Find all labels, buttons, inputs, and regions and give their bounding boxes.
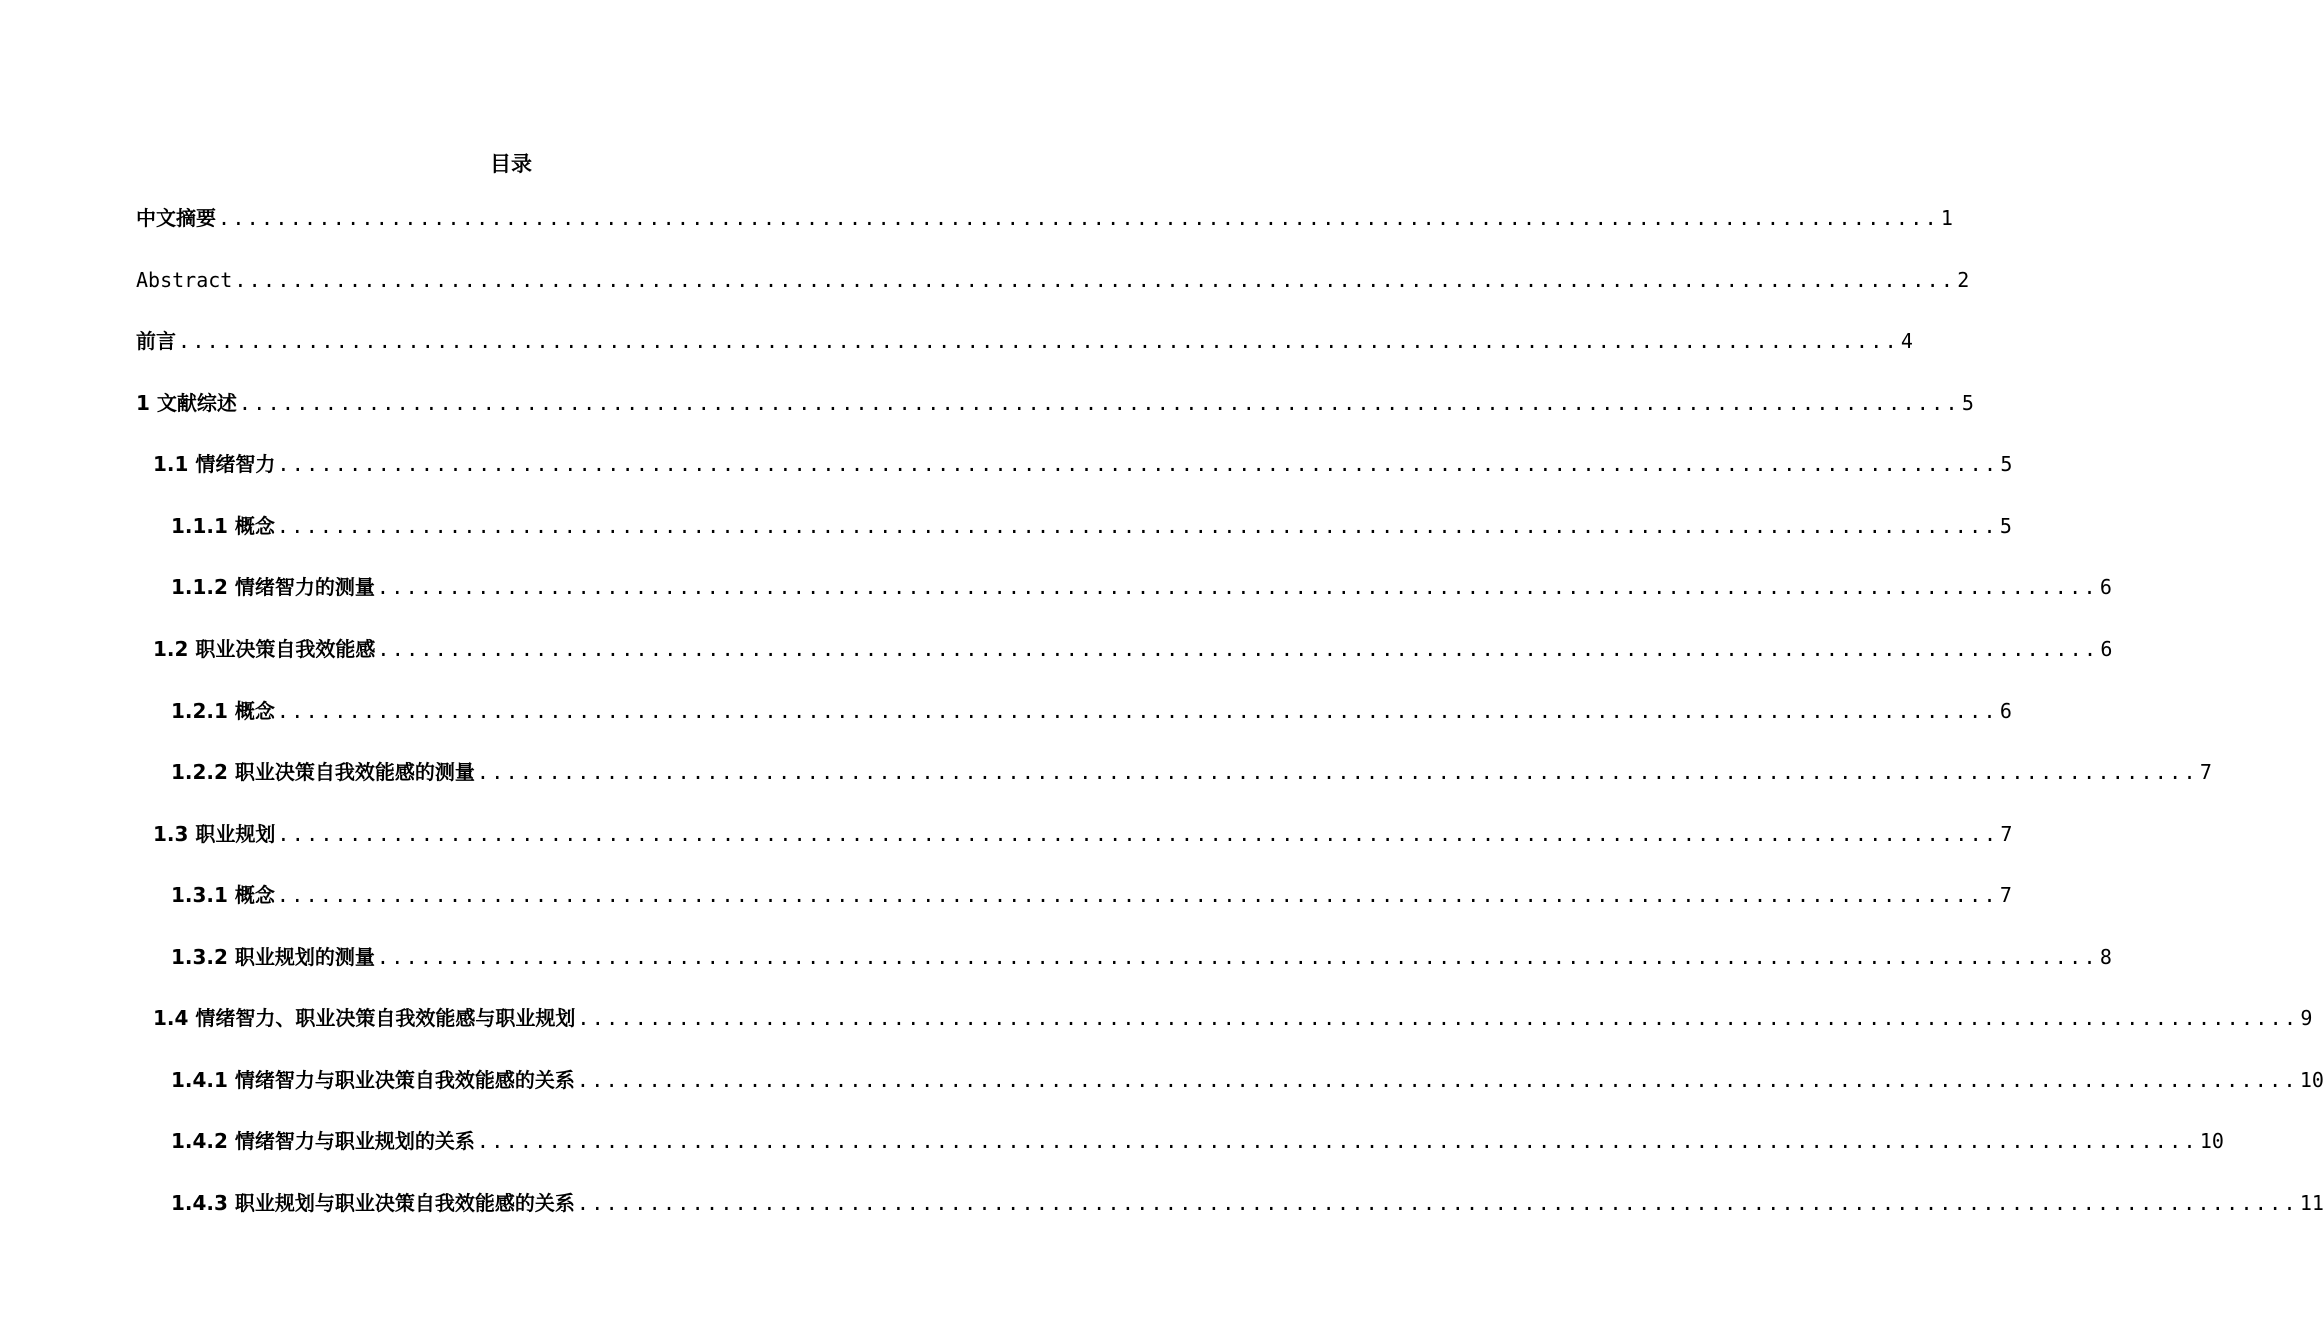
toc-entry[interactable] [153, 634, 2113, 664]
toc-entry[interactable] [171, 1188, 2324, 1218]
toc-entry-label: 前言 [136, 329, 176, 353]
toc-entry-label: 1.2.2 职业决策自我效能感的测量 [171, 760, 475, 784]
toc-leader-dots: ........................................................................................................................ [476, 760, 2198, 784]
toc-title: 目录 [490, 152, 532, 176]
toc-entry-label: 1.3 职业规划 [153, 822, 276, 846]
toc-entry[interactable] [136, 265, 1970, 295]
toc-entry-label: 1.1.2 情绪智力的测量 [171, 575, 375, 599]
toc-leader-dots: ........................................................................................................................ [576, 1068, 2298, 1092]
toc-entry-page: 7 [2000, 822, 2013, 846]
toc-entry[interactable] [136, 388, 1974, 418]
toc-entry[interactable] [153, 819, 2013, 849]
toc-entry-page: 5 [1961, 391, 1974, 415]
toc-entry-page: 7 [1999, 883, 2012, 907]
toc-entry[interactable] [171, 757, 2212, 787]
toc-entry-label: 1.2.1 概念 [171, 699, 275, 723]
toc-entry-page: 8 [2099, 945, 2112, 969]
toc-entry-label: 1.3.2 职业规划的测量 [171, 945, 375, 969]
toc-leader-dots: ........................................................................................................................ [476, 1129, 2198, 1153]
toc-leader-dots: ........................................................................................................................ [377, 637, 2099, 661]
toc-leader-dots: ........................................................................................................................ [277, 822, 1999, 846]
toc-leader-dots: ........................................................................................................................ [277, 452, 1999, 476]
toc-leader-dots: ........................................................................................................................ [577, 1006, 2299, 1030]
toc-leader-dots: ........................................................................................................................ [218, 206, 1939, 230]
toc-entry-label: 1.2 职业决策自我效能感 [153, 637, 376, 661]
toc-entry-label: Abstract [136, 268, 233, 292]
toc-entry-page: 5 [2000, 452, 2013, 476]
toc-entry[interactable] [171, 942, 2112, 972]
toc-entry-page: 5 [1999, 514, 2012, 538]
toc-entry-label: 1 文献综述 [136, 391, 237, 415]
toc-entry-label: 1.1 情绪智力 [153, 452, 276, 476]
toc-entry[interactable] [153, 449, 2013, 479]
toc-entry-page: 6 [2099, 575, 2112, 599]
toc-entry-label: 1.4.1 情绪智力与职业决策自我效能感的关系 [171, 1068, 575, 1092]
toc-entry-page: 4 [1900, 329, 1913, 353]
toc-entry-page: 11 [2299, 1191, 2324, 1215]
toc-entry-label: 1.1.1 概念 [171, 514, 275, 538]
toc-entry-page: 10 [2199, 1129, 2224, 1153]
toc-leader-dots: ........................................................................................................................ [576, 1191, 2298, 1215]
toc-leader-dots: ........................................................................................................................ [238, 391, 1960, 415]
toc-leader-dots: ........................................................................................................................ [376, 575, 2098, 599]
toc-entry-label: 1.4.3 职业规划与职业决策自我效能感的关系 [171, 1191, 575, 1215]
toc-leader-dots: ........................................................................................................................ [276, 883, 1998, 907]
toc-entry[interactable] [171, 572, 2112, 602]
toc-entry[interactable] [171, 1126, 2224, 1156]
toc-entry-label: 1.3.1 概念 [171, 883, 275, 907]
toc-entry-page: 6 [1999, 699, 2012, 723]
toc-entry-label: 1.4 情绪智力、职业决策自我效能感与职业规划 [153, 1006, 576, 1030]
toc-entry-label: 1.4.2 情绪智力与职业规划的关系 [171, 1129, 475, 1153]
toc-leader-dots: ........................................................................................................................ [376, 945, 2098, 969]
toc-entry-page: 6 [2100, 637, 2113, 661]
toc-entry[interactable] [171, 1065, 2324, 1095]
toc-entry[interactable] [136, 326, 1913, 356]
toc-leader-dots: ........................................................................................................................ [276, 699, 1998, 723]
toc-entry-page: 9 [2300, 1006, 2313, 1030]
toc-entry[interactable] [171, 880, 2012, 910]
toc-entry-page: 1 [1940, 206, 1953, 230]
toc-leader-dots: ........................................................................................................................ [178, 329, 1899, 353]
toc-entry[interactable] [171, 511, 2012, 541]
toc-entry-label: 中文摘要 [136, 206, 216, 230]
toc-entry[interactable] [153, 1003, 2313, 1033]
toc-leader-dots: ........................................................................................................................ [276, 514, 1998, 538]
toc-entry[interactable] [171, 696, 2012, 726]
toc-entry-page: 7 [2199, 760, 2212, 784]
toc-leader-dots: ........................................................................................................................ [234, 268, 1956, 292]
toc-entry-page: 10 [2299, 1068, 2324, 1092]
toc-entry[interactable] [136, 203, 1953, 233]
toc-entry-page: 2 [1957, 268, 1970, 292]
